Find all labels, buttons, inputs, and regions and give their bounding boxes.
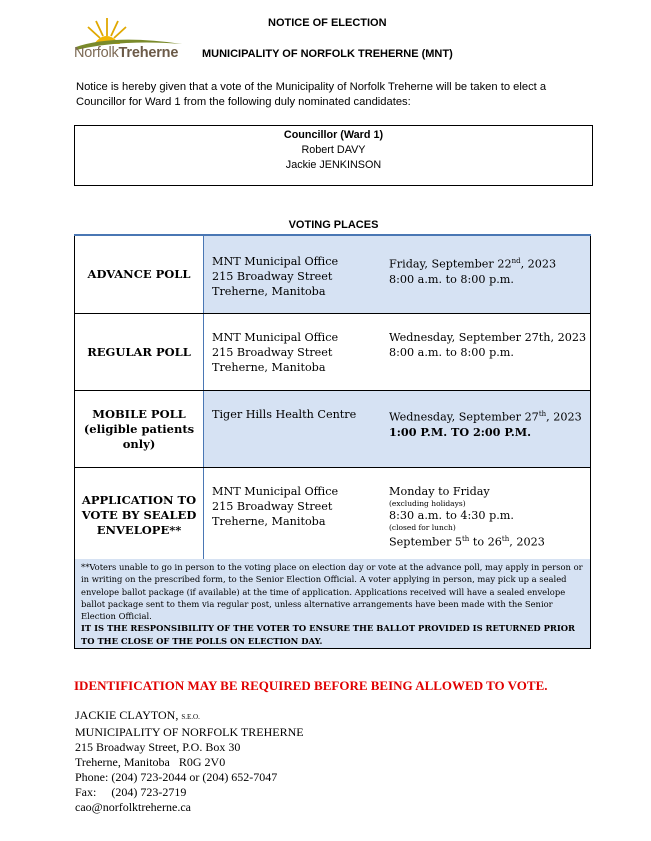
poll-details xyxy=(204,314,591,391)
contact-phone: Phone: (204) 723-2044 or (204) 652-7047 xyxy=(75,770,278,784)
poll-location: Tiger Hills Health Centre xyxy=(212,408,357,421)
poll-date-time: Wednesday, September 27th, 2023 8:00 a.m. to 8:00 p.m. xyxy=(389,331,587,359)
poll-type-sealed-envelope: APPLICATION TO VOTE BY SEALED ENVELOPE** xyxy=(75,468,204,564)
contact-org: MUNICIPALITY OF NORFOLK TREHERNE xyxy=(75,725,304,739)
contact-title: S.E.O. xyxy=(181,713,200,721)
poll-details xyxy=(204,468,591,564)
table-row xyxy=(75,468,591,564)
contact-fax: Fax: (204) 723-2719 xyxy=(75,785,187,799)
poll-date-time: Monday to Friday (excluding holidays) 8:30 a.m. to 4:30 p.m. (closed for lunch) September 5th to 26th, 2023 xyxy=(389,485,545,549)
responsibility-note: IT IS THE RESPONSIBILITY OF THE VOTER TO ENSURE THE BALLOT PROVIDED IS RETURNED PRIOR TO THE CLOSE OF THE POLLS ON ELECTION DAY. xyxy=(81,623,576,646)
contact-email[interactable]: cao@norfolktreherne.ca xyxy=(75,800,191,814)
poll-date-time: Friday, September 22nd, 2023 8:00 a.m. to 8:00 p.m. xyxy=(389,257,557,286)
table-row xyxy=(75,314,591,391)
poll-type-advance: ADVANCE POLL xyxy=(75,235,204,314)
candidate-name: Robert DAVY xyxy=(301,144,366,156)
candidate-office: Councillor (Ward 1) xyxy=(283,129,384,141)
contact-city: Treherne, Manitoba R0G 2V0 xyxy=(75,755,226,769)
identification-warning: IDENTIFICATION MAY BE REQUIRED BEFORE BEING ALLOWED TO VOTE. xyxy=(74,678,548,693)
poll-details xyxy=(204,235,591,314)
table-row xyxy=(75,391,591,468)
contact-block xyxy=(75,708,304,815)
voting-places-title: VOTING PLACES xyxy=(288,219,379,231)
poll-type-mobile: MOBILE POLL (eligible patients only) xyxy=(75,391,204,468)
poll-location: MNT Municipal Office 215 Broadway Street Treherne, Manitoba xyxy=(212,255,339,298)
poll-location: MNT Municipal Office 215 Broadway Street Treherne, Manitoba xyxy=(212,331,339,374)
municipality-heading: MUNICIPALITY OF NORFOLK TREHERNE (MNT) xyxy=(202,48,453,60)
notice-paragraph: Notice is hereby given that a vote of the Municipality of Norfolk Treherne will be taken to elect a Councillor for Ward 1 from the following duly nominated candidates: xyxy=(76,81,547,108)
poll-location: MNT Municipal Office 215 Broadway Street Treherne, Manitoba xyxy=(212,485,339,528)
candidate-name: Jackie JENKINSON xyxy=(285,159,382,171)
candidates-box xyxy=(74,125,593,186)
contact-address: 215 Broadway Street, P.O. Box 30 xyxy=(75,740,241,754)
logo-wordmark: NorfolkTreherne xyxy=(74,45,179,61)
voting-places-table xyxy=(74,234,591,564)
table-row xyxy=(75,235,591,314)
sealed-envelope-footnote: **Voters unable to go in person to the voting place on election day or vote at the advance poll, may apply in person or in writing on the prescribed form, to the Senior Election Official. A voter applying in person, may pick up a sealed envelope ballot package (if available) at the time of application. Applications received will have a sealed envelope ballot package sent to them via regular post, unless alternative arrangements have been made with the Senior Election Official. IT IS THE RESPONSIBILITY OF THE VOTER TO ENSURE THE BALLOT PROVIDED IS RETURNED PRIOR TO THE CLOSE OF THE POLLS ON ELECTION DAY. xyxy=(74,559,591,649)
poll-details xyxy=(204,391,591,468)
poll-date-time: Wednesday, September 27th, 2023 1:00 P.M. TO 2:00 P.M. xyxy=(389,410,582,439)
notice-title: NOTICE OF ELECTION xyxy=(268,17,387,29)
poll-type-regular: REGULAR POLL xyxy=(75,314,204,391)
contact-name: JACKIE CLAYTON, xyxy=(75,708,179,722)
